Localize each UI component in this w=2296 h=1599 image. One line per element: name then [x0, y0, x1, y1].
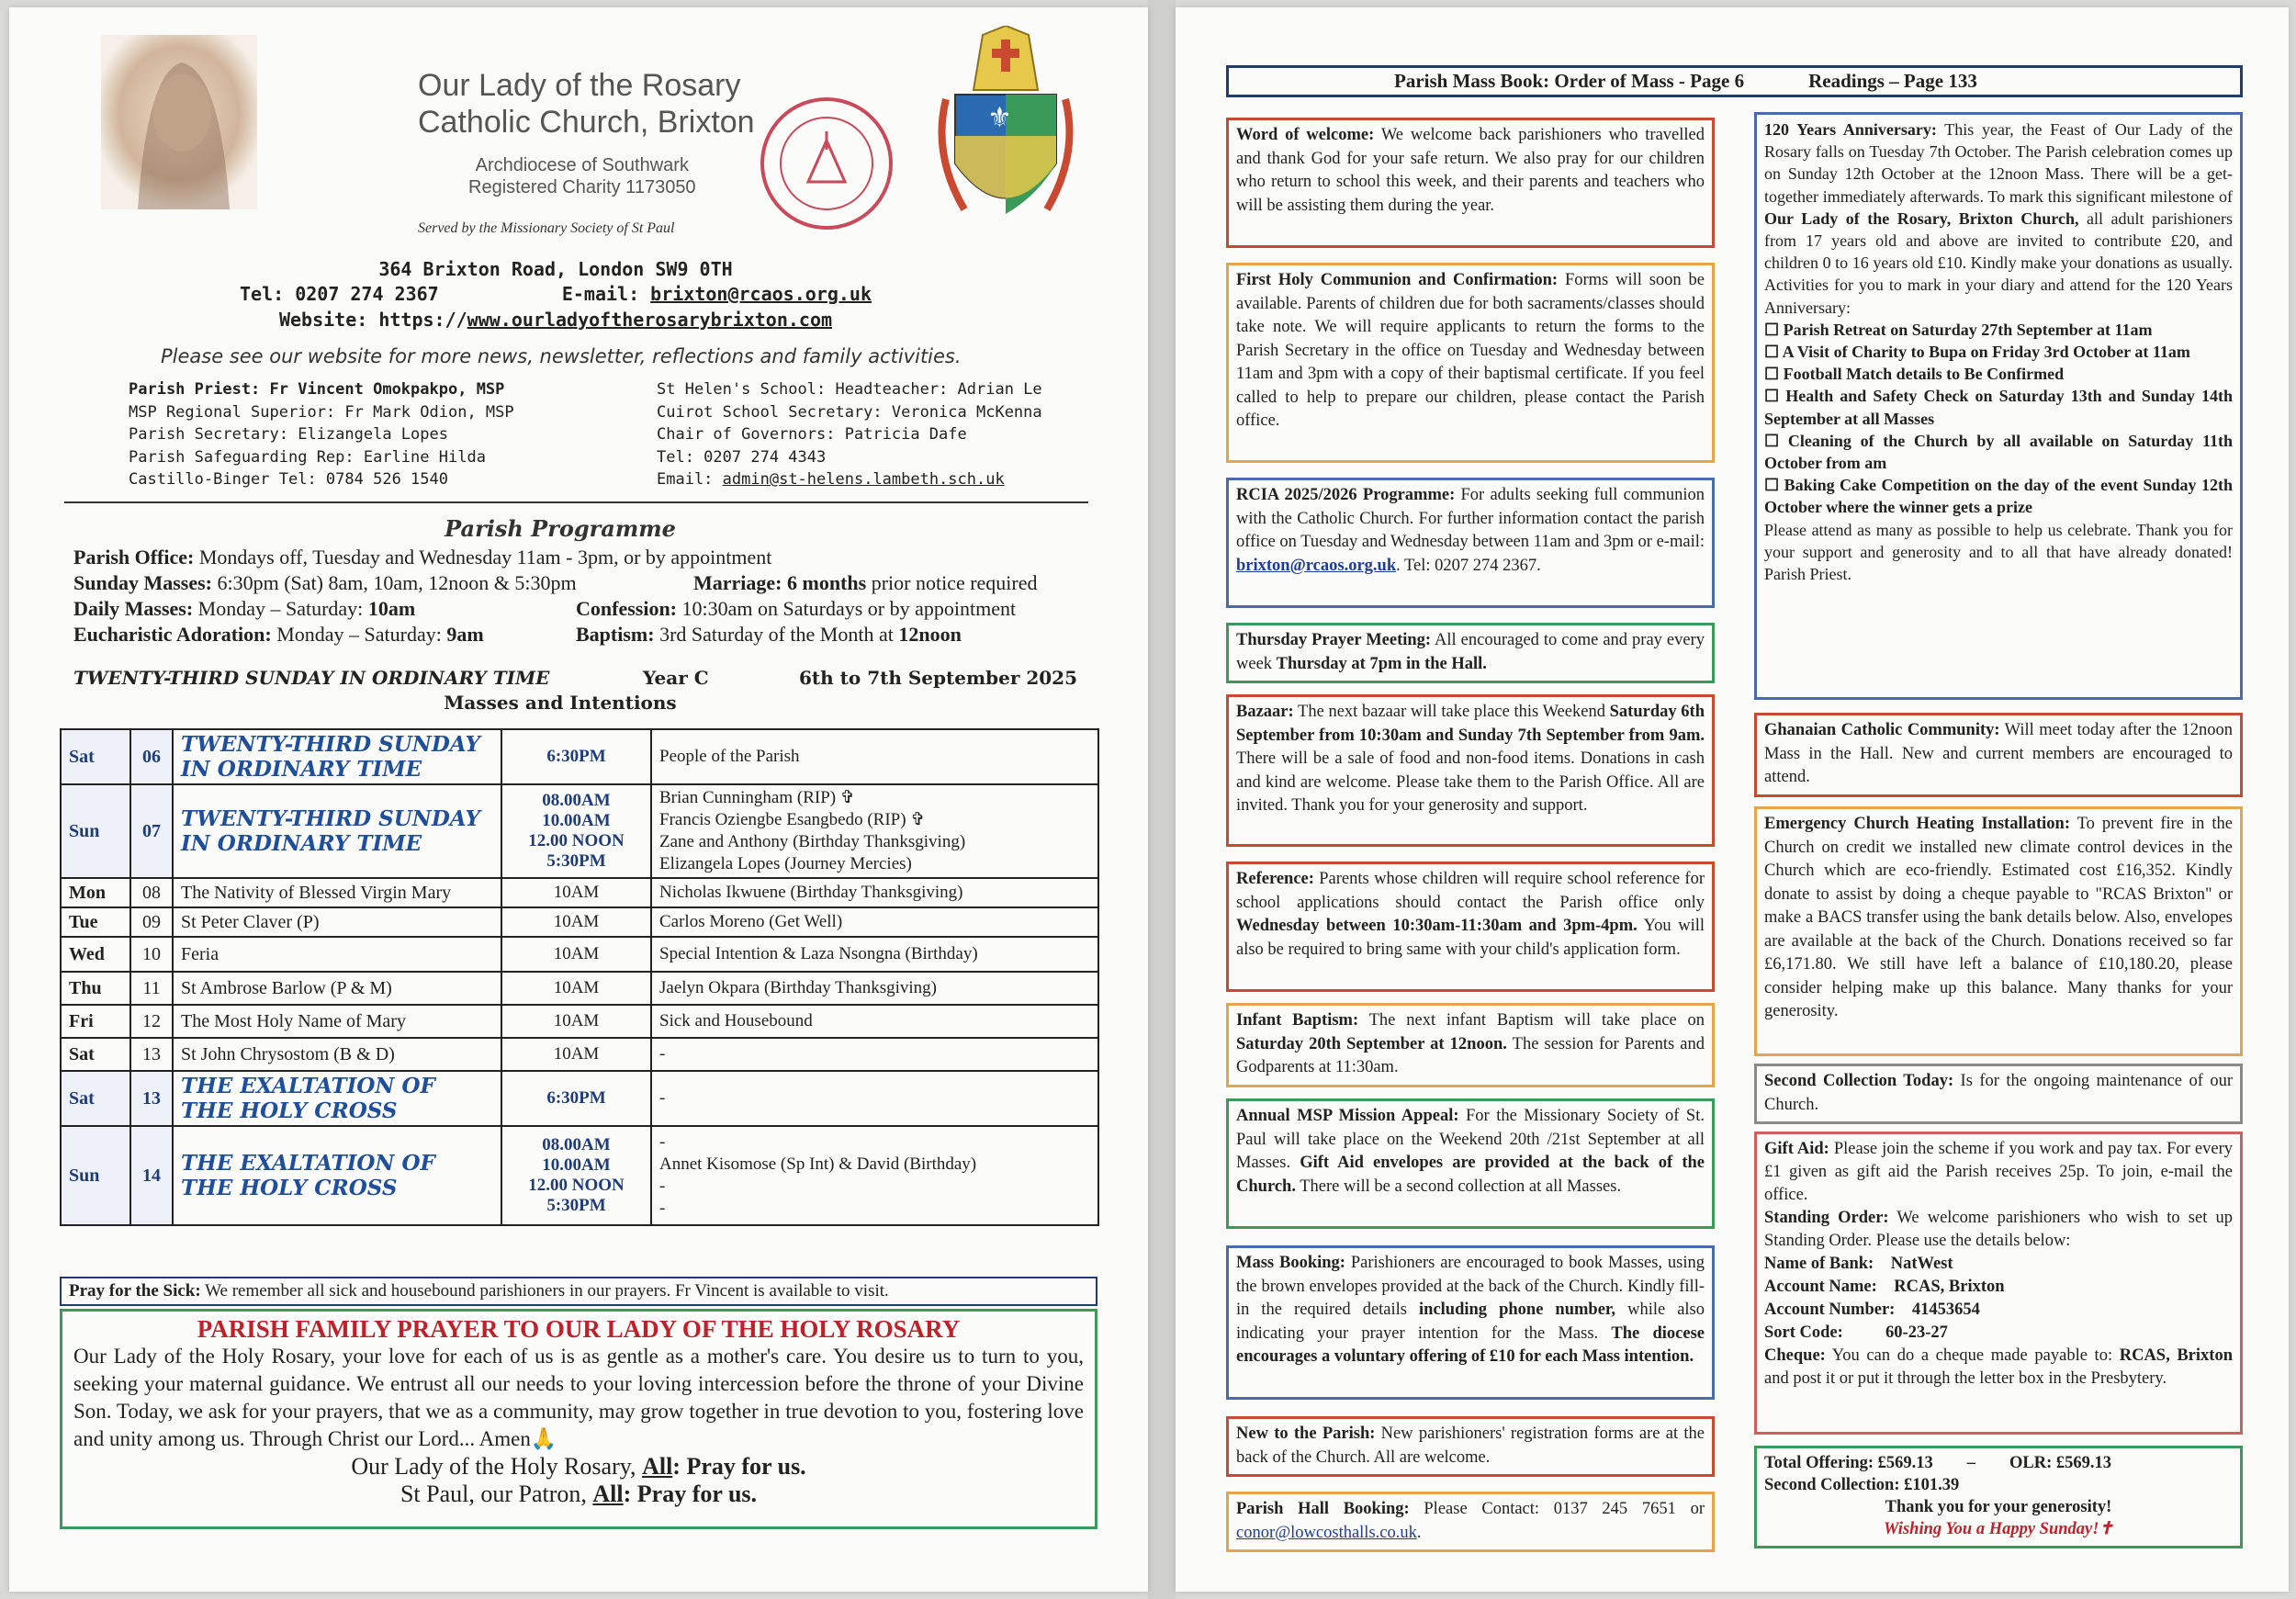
- second-collection-notice: [1754, 1064, 2243, 1124]
- mass-day: Fri: [61, 1005, 130, 1038]
- mass-date: 11: [130, 972, 173, 1005]
- notice-bold: Wednesday between 10:30am-11:30am and 3pm-4pm.: [1236, 917, 1638, 935]
- mass-row: [61, 972, 1098, 1005]
- mass-intention: Sick and Housebound: [651, 1005, 1098, 1038]
- response-text: St Paul, our Patron,: [400, 1481, 593, 1507]
- notice-text: Please join the scheme if you work and pay tax. For every £1 given as gift aid the Parish receives 25p. To join, e-mail the office.: [1764, 1140, 2233, 1204]
- website-line: [9, 309, 1102, 331]
- anniversary-activity: ☐ Cleaning of the Church by all available on Saturday 11th October from am: [1764, 431, 2233, 473]
- notice-label: 120 Years Anniversary:: [1764, 120, 1937, 139]
- rcia-email-link[interactable]: brixton@rcaos.org.uk: [1236, 556, 1397, 575]
- notice-text: and post it or put it through the letter box in the Presbytery.: [1764, 1369, 2167, 1388]
- staff-line: Parish Secretary: Elizangela Lopes: [129, 425, 448, 444]
- mass-intention-line: Annet Kisomose (Sp Int) & David (Birthday): [659, 1154, 977, 1174]
- mass-row: [61, 1038, 1098, 1071]
- mass-date: 06: [130, 729, 173, 784]
- mass-row: [61, 1005, 1098, 1038]
- school-email-label: Email:: [657, 470, 714, 489]
- mass-day: Sat: [61, 1071, 130, 1126]
- website-label: Website: https://: [278, 309, 467, 331]
- sunday-label: Sunday Masses:: [73, 571, 212, 594]
- notice-label: Emergency Church Heating Installation:: [1764, 815, 2070, 833]
- mass-time: 10AM: [501, 1005, 651, 1038]
- mass-date: 10: [130, 937, 173, 972]
- notice-text: Forms will soon be available. Parents of children due for both sacraments/classes should take note. We will require applicants to return the forms to the Parish Secretary in the office on Tuesday and Wednesday between 11am and 3pm with a copy of their baptismal certificate. If you feel called to help to prepare our children, please contact the Parish office.: [1236, 271, 1705, 430]
- anniversary-activity: ☐ Football Match details to Be Confirmed: [1764, 365, 2065, 384]
- archdiocese-block: [468, 154, 696, 198]
- page-gutter: [1148, 0, 1176, 1599]
- notice-text: To prevent fire in the Church on credit we installed new climate control devices in the Church which are eco-friendly. Estimated cost £16,352. Kindly donate to assist by doing a cheque payable to "RCAS Brixton" or make a BACS transfer using the bank details below. Also, envelopes are available at the back of the Church. Donations received so far £6,171.80. We still have left a balance of £10,180.20, please consider helping make up this balance. Many thanks for your generosity.: [1764, 815, 2233, 1020]
- word-of-welcome-notice: [1226, 118, 1715, 248]
- notice-label: Standing Order:: [1764, 1209, 1889, 1227]
- prayer-title: PARISH FAMILY PRAYER TO OUR LADY OF THE HOLY ROSARY: [197, 1315, 961, 1343]
- notice-bold: including phone number,: [1419, 1301, 1616, 1319]
- prayer-response-2: [73, 1481, 1084, 1508]
- served-by-text: Served by the Missionary Society of St Paul: [418, 220, 675, 236]
- mass-day: Wed: [61, 937, 130, 972]
- mass-intention: Special Intention & Laza Nsongna (Birthday): [651, 937, 1098, 972]
- anniversary-closing: Please attend as many as possible to help us celebrate. Thank you for your support and generosity and to all that have already donated! Parish Priest.: [1764, 520, 2233, 584]
- church-name: [418, 67, 755, 141]
- mass-row: [61, 878, 1098, 907]
- prayer-response-1: [73, 1453, 1084, 1481]
- reference-notice: [1226, 861, 1715, 992]
- notice-text: There will be a second collection at all Masses.: [1295, 1177, 1622, 1196]
- notice-text: Please Contact: 0137 245 7651 or: [1409, 1500, 1705, 1518]
- sick-label: Pray for the Sick:: [69, 1281, 201, 1301]
- notice-bold: RCAS, Brixton: [2119, 1346, 2233, 1365]
- total-offering: Total Offering: £569.13 – OLR: £569.13: [1764, 1454, 2112, 1472]
- office-label: Parish Office:: [73, 546, 195, 569]
- adoration-text: Monday – Saturday:: [271, 623, 447, 646]
- website-note: Please see our website for more news, newsletter, reflections and family activities.: [161, 345, 962, 367]
- marriage-notice: 6 months: [782, 571, 867, 594]
- confession-text: 10:30am on Saturdays or by appointment: [677, 597, 1017, 620]
- mass-row: [61, 1126, 1098, 1225]
- staff-line: MSP Regional Superior: Fr Mark Odion, MSP: [129, 402, 514, 422]
- infant-baptism-notice: [1226, 1003, 1715, 1087]
- mass-time-line: 5:30PM: [546, 851, 606, 871]
- cheque-line: [1764, 1345, 2233, 1391]
- adoration-time: 9am: [446, 623, 484, 646]
- office-text: Mondays off, Tuesday and Wednesday 11am - 3pm, or by appointment: [194, 546, 772, 569]
- ghanaian-community-notice: [1754, 713, 2243, 797]
- school-line: Chair of Governors: Patricia Dafe: [657, 425, 967, 444]
- notice-text: There will be a sale of food and non-food items. Donations in cash and kind are welcome. Please take them to the Parish Office. All are invited. Thank you for your generosity and support.: [1236, 749, 1705, 815]
- mass-feast: The Most Holy Name of Mary: [173, 1005, 501, 1038]
- notice-text: For adults seeking full communion with the Catholic Church. For further information contact the parish office on Tuesday and Wednesday between 11am and 3pm or e-mail:: [1236, 486, 1705, 551]
- school-email-line: [657, 468, 1042, 491]
- adoration-label: Eucharistic Adoration:: [73, 623, 272, 646]
- anniversary-notice: [1754, 112, 2243, 700]
- mass-time-line: 08.00AM: [542, 791, 611, 810]
- mass-intention: [651, 784, 1098, 878]
- mass-day: Tue: [61, 907, 130, 937]
- church-name-line1: Our Lady of the Rosary: [418, 68, 741, 103]
- baptism-label: Baptism:: [576, 623, 655, 646]
- parish-staff-list: [129, 378, 514, 491]
- happy-sunday-wish: Wishing You a Happy Sunday!✝: [1884, 1520, 2113, 1538]
- mass-intention: [651, 1126, 1098, 1225]
- notice-label: Mass Booking:: [1236, 1254, 1345, 1272]
- mass-time: [501, 784, 651, 878]
- staff-line: Parish Priest: Fr Vincent Omokpakpo, MSP: [129, 380, 505, 399]
- bazaar-notice: [1226, 694, 1715, 847]
- mass-time-line: 10.00AM: [542, 811, 611, 830]
- mass-date: 14: [130, 1126, 173, 1225]
- notice-text: The next bazaar will take place this Weekend: [1293, 703, 1610, 721]
- notice-text: All encouraged to come and pray every week: [1236, 631, 1705, 673]
- sunday-masses-line: [73, 570, 1111, 596]
- programme-title: Parish Programme: [445, 515, 676, 542]
- sick-text: We remember all sick and housebound parishioners in our prayers. Fr Vincent is available to visit.: [200, 1281, 889, 1301]
- notice-text: while also indicating your prayer intention for the Mass.: [1236, 1301, 1705, 1343]
- our-lady-portrait-image: [101, 35, 257, 209]
- response-all: All: [642, 1453, 673, 1480]
- notice-text: For the Missionary Society of St. Paul will take place on the Weekend 20th /21st September at all Masses.: [1236, 1107, 1705, 1172]
- mass-intention: People of the Parish: [651, 729, 1098, 784]
- sunday-title: TWENTY-THIRD SUNDAY IN ORDINARY TIME: [73, 667, 550, 689]
- mass-row: [61, 729, 1098, 784]
- daily-label: Daily Masses:: [73, 597, 194, 620]
- masses-table: [60, 728, 1099, 1226]
- mass-date: 13: [130, 1038, 173, 1071]
- mass-feast: THE EXALTATION OF THE HOLY CROSS: [173, 1126, 501, 1225]
- notice-label: Thursday Prayer Meeting:: [1236, 631, 1432, 649]
- msp-seal-logo: [758, 95, 895, 232]
- mass-intention-line: Zane and Anthony (Birthday Thanksgiving): [659, 832, 966, 851]
- hall-email-link[interactable]: conor@lowcosthalls.co.uk: [1236, 1523, 1417, 1542]
- notice-label: RCIA 2025/2026 Programme:: [1236, 486, 1456, 504]
- offering-box: [1754, 1446, 2243, 1548]
- notice-text: You can do a cheque made payable to:: [1825, 1346, 2120, 1365]
- account-number: Account Number: 41453654: [1764, 1301, 1980, 1319]
- response-text: Our Lady of the Holy Rosary,: [351, 1453, 643, 1480]
- notice-label: Second Collection Today:: [1764, 1072, 1954, 1090]
- notice-text: Is for the ongoing maintenance of our Church.: [1764, 1072, 2233, 1114]
- sunday-text: 6:30pm (Sat) 8am, 10am, 12noon & 5:30pm: [211, 571, 577, 594]
- gift-aid-notice: [1754, 1132, 2243, 1435]
- anniversary-activity-detail: on the day of the event Sunday 12th October where the winner gets a prize: [1764, 476, 2233, 517]
- masses-title: Masses and Intentions: [444, 692, 677, 714]
- notice-label: Gift Aid:: [1764, 1140, 1829, 1158]
- address: 364 Brixton Road, London SW9 0TH: [378, 258, 733, 280]
- response-end: : Pray for us.: [672, 1453, 806, 1480]
- mass-day: Sun: [61, 784, 130, 878]
- divider: [64, 501, 1088, 503]
- anniversary-activity: ☐ A Visit of Charity to Bupa on Friday 3rd October at 11am: [1764, 343, 2190, 362]
- mass-time-line: 10.00AM: [542, 1155, 611, 1175]
- notice-label: New to the Parish:: [1236, 1424, 1376, 1443]
- response-all: All: [592, 1481, 624, 1507]
- notice-bold: Saturday 20th September at 12noon.: [1236, 1034, 1507, 1053]
- school-staff-list: [657, 378, 1042, 491]
- mass-feast: TWENTY-THIRD SUNDAY IN ORDINARY TIME: [173, 784, 501, 878]
- notice-text: New parishioners' registration forms are at the back of the Church. All are welcome.: [1236, 1424, 1705, 1467]
- notice-text: The session for Parents and Godparents at 11:30am.: [1236, 1034, 1705, 1076]
- charity-number: Registered Charity 1173050: [468, 177, 696, 197]
- mass-feast: TWENTY-THIRD SUNDAY IN ORDINARY TIME: [173, 729, 501, 784]
- second-collection-amount: Second Collection: £101.39: [1764, 1476, 1960, 1494]
- prayer-meeting-notice: [1226, 623, 1715, 683]
- notice-bold: Thursday at 7pm in the Hall.: [1276, 654, 1487, 673]
- notice-text: We welcome parishioners who wish to set up Standing Order. Please use the details below:: [1764, 1209, 2233, 1250]
- mass-day: Sat: [61, 729, 130, 784]
- notice-text: We welcome back parishioners who travelled and thank God for your safe return. We also pray for our children who return to school this week, and their parents and teachers who will be assisting them during the year.: [1236, 126, 1705, 215]
- school-line: Cuirot School Secretary: Veronica McKenna: [657, 402, 1042, 422]
- mass-row: [61, 907, 1098, 937]
- notice-bold: Gift Aid envelopes are provided at the back of the Church.: [1236, 1154, 1705, 1196]
- mass-day: Mon: [61, 878, 130, 907]
- mass-time: 6:30PM: [501, 1071, 651, 1126]
- mass-row: [61, 1071, 1098, 1126]
- mass-intention: Jaelyn Okpara (Birthday Thanksgiving): [651, 972, 1098, 1005]
- mass-row: [61, 784, 1098, 878]
- telephone: Tel: 0207 274 2367: [239, 283, 439, 305]
- parish-programme: [73, 545, 1111, 647]
- mass-date: 12: [130, 1005, 173, 1038]
- mass-feast: The Nativity of Blessed Virgin Mary: [173, 878, 501, 907]
- notice-text: You will also be required to bring same with your child's application form.: [1236, 917, 1705, 959]
- notice-label: Infant Baptism:: [1236, 1011, 1359, 1030]
- confession-label: Confession:: [576, 597, 678, 620]
- anniversary-activity: ☐ Parish Retreat on Saturday 27th September at 11am: [1764, 320, 2153, 339]
- marriage-label: Marriage:: [693, 571, 782, 594]
- mass-time-line: 12.00 NOON: [528, 831, 625, 850]
- mass-intention: -: [651, 1038, 1098, 1071]
- school-email-link[interactable]: admin@st-helens.lambeth.sch.uk: [722, 470, 1005, 489]
- new-parishioners-notice: [1226, 1416, 1715, 1477]
- staff-line: Parish Safeguarding Rep: Earline Hilda: [129, 447, 486, 467]
- marriage-text: prior notice required: [866, 571, 1038, 594]
- mass-intention: Carlos Moreno (Get Well): [651, 907, 1098, 937]
- readings-page: Readings – Page 133: [1808, 70, 1977, 92]
- mass-feast: THE EXALTATION OF THE HOLY CROSS: [173, 1071, 501, 1126]
- order-of-mass-page: Parish Mass Book: Order of Mass - Page 6: [1394, 70, 1745, 92]
- notice-text: . Tel: 0207 274 2367.: [1396, 556, 1541, 575]
- anniversary-activity-line: [1764, 474, 2233, 518]
- mass-intention: Nicholas Ikwuene (Birthday Thanksgiving): [651, 878, 1098, 907]
- daily-time: 10am: [367, 597, 416, 620]
- notice-label: Reference:: [1236, 870, 1314, 888]
- notice-label: Bazaar:: [1236, 703, 1294, 721]
- notice-label: Cheque:: [1764, 1346, 1826, 1365]
- account-name: Account Name: RCAS, Brixton: [1764, 1278, 2005, 1296]
- hall-booking-notice: [1226, 1492, 1715, 1552]
- mission-appeal-notice: [1226, 1098, 1715, 1229]
- mass-time: [501, 1126, 651, 1225]
- heating-installation-notice: [1754, 806, 2243, 1056]
- church-name-line2: Catholic Church, Brixton: [418, 105, 755, 140]
- newsletter-right-page: [1176, 7, 2289, 1592]
- anniversary-activity: ☐ Health and Safety Check on Saturday 13th and Sunday 14th September at all Masses: [1764, 387, 2233, 428]
- mass-feast: St Ambrose Barlow (P & M): [173, 972, 501, 1005]
- mass-intention-line: Elizangela Lopes (Journey Mercies): [659, 854, 912, 873]
- first-communion-notice: [1226, 263, 1715, 463]
- newsletter-left-page: [9, 7, 1148, 1592]
- notice-label: Parish Hall Booking:: [1236, 1500, 1410, 1518]
- mass-day: Sat: [61, 1038, 130, 1071]
- mass-intention-line: -: [659, 1177, 666, 1196]
- baptism-text: 3rd Saturday of the Month at: [654, 623, 899, 646]
- archdiocese: Archdiocese of Southwark: [475, 155, 689, 175]
- notice-label: Annual MSP Mission Appeal:: [1236, 1107, 1459, 1125]
- notice-bold: Our Lady of the Rosary, Brixton Church,: [1764, 208, 2079, 228]
- response-end: : Pray for us.: [623, 1481, 758, 1507]
- staff-line: Castillo-Binger Tel: 0784 526 1540: [129, 470, 448, 489]
- pray-for-sick-banner: [60, 1277, 1097, 1306]
- notice-label: Ghanaian Catholic Community:: [1764, 721, 2000, 739]
- mass-intention-line: -: [659, 1199, 666, 1218]
- mass-feast: St John Chrysostom (B & D): [173, 1038, 501, 1071]
- archdiocese-coat-of-arms: [928, 26, 1084, 232]
- notice-label: First Holy Communion and Confirmation:: [1236, 271, 1559, 289]
- thank-you-text: Thank you for your generosity!: [1885, 1498, 2112, 1516]
- mass-intention: -: [651, 1071, 1098, 1126]
- notice-text: Parents whose children will require school reference for school applications should contact the Parish office only: [1236, 870, 1705, 912]
- adoration-line: [73, 622, 1111, 647]
- notice-text: Will meet today after the 12noon Mass in the Hall. New and current members are encouraged to attend.: [1764, 721, 2234, 786]
- website-link[interactable]: www.ourladyoftherosarybrixton.com: [467, 309, 833, 331]
- notice-text: This year, the Feast of Our Lady of the Rosary falls on Tuesday 7th October. The Parish celebration comes up on Sunday 12th October at the 12noon Mass. There will be a get-together immediately afterwards. To mark this significant milestone of: [1764, 120, 2233, 206]
- notice-label: Word of welcome:: [1236, 126, 1375, 144]
- notice-text: Parishioners are encouraged to book Masses, using the brown envelopes provided at the back of the Church. Kindly fill-in the required details: [1236, 1254, 1705, 1319]
- notice-bold: Saturday 6th September from 10:30am and Sunday 7th September from 9am.: [1236, 703, 1705, 745]
- mass-time: 10AM: [501, 937, 651, 972]
- mass-date: 08: [130, 878, 173, 907]
- notice-text: all adult parishioners from 17 years old and above are invited to contribute £20, and children 0 to 16 years old £10. Kindly make your donations as usually. Activities for you to mark in your diary and attend for the 120 Years Anniversary:: [1764, 208, 2233, 317]
- mass-booking-notice: [1226, 1245, 1715, 1400]
- mass-feast: Feria: [173, 937, 501, 972]
- mass-feast: St Peter Claver (P): [173, 907, 501, 937]
- sort-code: Sort Code: 60-23-27: [1764, 1323, 1948, 1342]
- liturgical-year: Year C: [643, 667, 709, 689]
- parish-email-link[interactable]: brixton@rcaos.org.uk: [650, 283, 872, 305]
- daily-masses-line: [73, 596, 1111, 622]
- mass-time-line: 5:30PM: [546, 1196, 606, 1215]
- notice-text: The next infant Baptism will take place on: [1358, 1011, 1705, 1030]
- mass-intention-line: Brian Cunningham (RIP) ✞: [659, 788, 855, 807]
- mass-intention-line: Francis Oziengbe Esangbedo (RIP) ✞: [659, 810, 926, 829]
- email-label: E-mail:: [561, 283, 640, 305]
- mass-time: 10AM: [501, 1038, 651, 1071]
- standing-order-line: [1764, 1207, 2233, 1253]
- prayer-body: Our Lady of the Holy Rosary, your love for each of us is as gentle as a mother's care. You desire us to turn to you, seeking your maternal guidance. We entrust all our needs to your loving intercession before the throne of your Divine Son. Today, we ask for your prayers, that we as a community, may grow together in true devotion to you, fostering love and unity among us. Through Christ our Lord... Amen🙏: [73, 1345, 1084, 1450]
- mass-book-banner: [1226, 65, 2243, 97]
- parish-family-prayer: [60, 1309, 1097, 1529]
- rcia-notice: [1226, 478, 1715, 608]
- mass-time-line: 12.00 NOON: [528, 1176, 625, 1195]
- mass-time: 10AM: [501, 878, 651, 907]
- anniversary-activity: ☐ Baking Cake Competition: [1764, 476, 1970, 495]
- mass-time: 6:30PM: [501, 729, 651, 784]
- school-line: Tel: 0207 274 4343: [657, 447, 827, 467]
- office-hours-line: [73, 545, 1111, 570]
- baptism-time: 12noon: [898, 623, 962, 646]
- svg-text:⚜: ⚜: [987, 102, 1012, 134]
- daily-text: Monday – Saturday:: [193, 597, 368, 620]
- mass-date: 07: [130, 784, 173, 878]
- school-line: St Helen's School: Headteacher: Adrian Le: [657, 380, 1042, 399]
- contact-line: [9, 283, 1102, 305]
- mass-date: 13: [130, 1071, 173, 1126]
- mass-day: Sun: [61, 1126, 130, 1225]
- mass-time: 10AM: [501, 972, 651, 1005]
- mass-time: 10AM: [501, 907, 651, 937]
- mass-intention-line: -: [659, 1132, 666, 1152]
- bank-name: Name of Bank: NatWest: [1764, 1255, 1953, 1273]
- mass-row: [61, 937, 1098, 972]
- mass-day: Thu: [61, 972, 130, 1005]
- mass-time-line: 08.00AM: [542, 1135, 611, 1154]
- notice-text: .: [1416, 1523, 1422, 1542]
- notice-bold: The diocese encourages a voluntary offering of £10 for each Mass intention.: [1236, 1323, 1705, 1366]
- week-dates: 6th to 7th September 2025: [799, 667, 1078, 689]
- mass-date: 09: [130, 907, 173, 937]
